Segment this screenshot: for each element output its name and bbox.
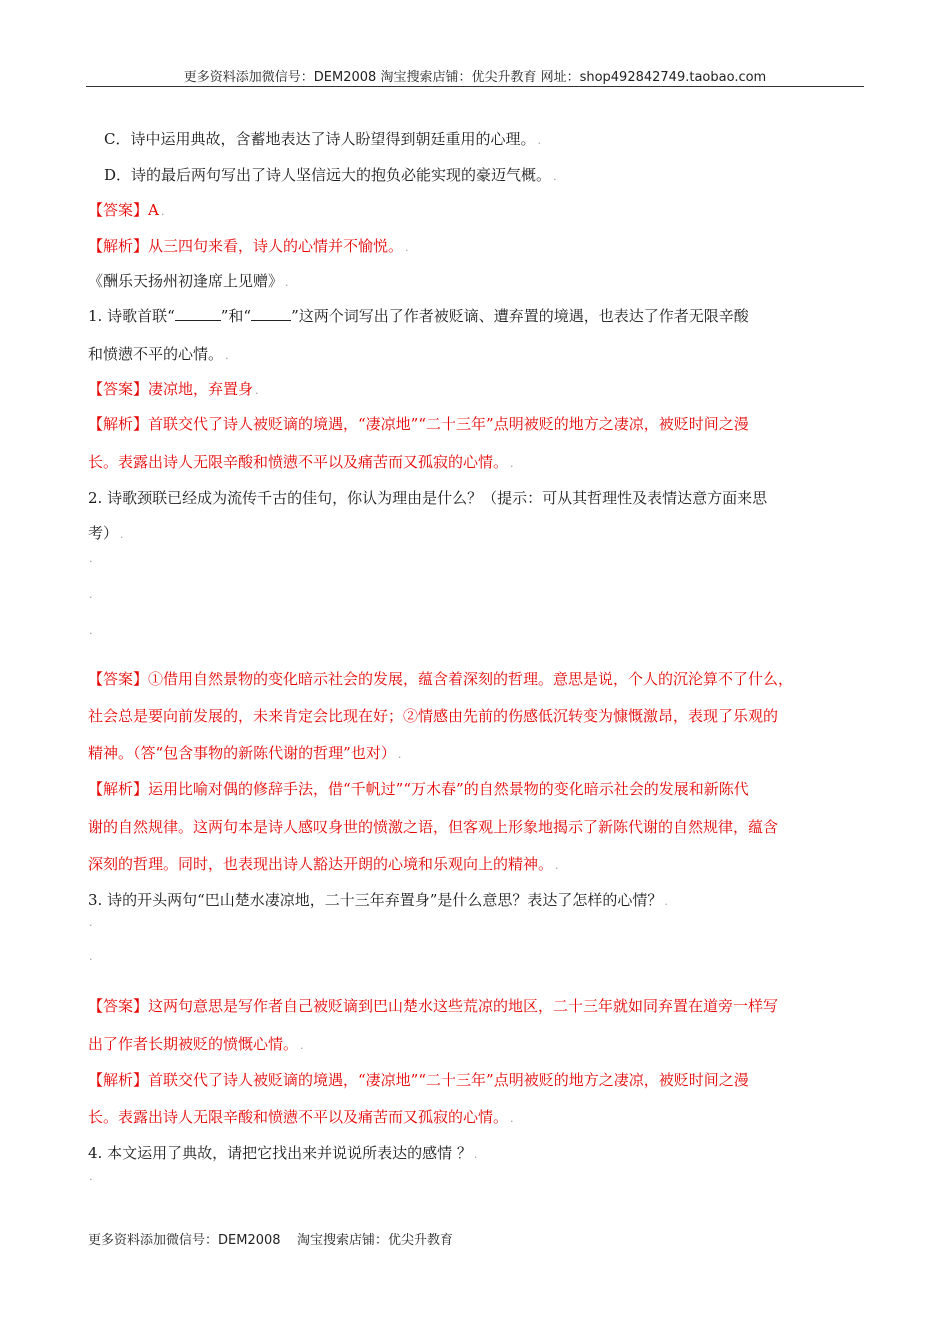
analysis-1-cont: 长。表露出诗人无限辛酸和愤懑不平以及痛苦而又孤寂的心情。 . bbox=[88, 453, 514, 471]
option-c: C．诗中运用典故，含蓄地表达了诗人盼望得到朝廷重用的心理。 . bbox=[104, 130, 541, 148]
answer-2-line-3: 精神。（答“包含事物的新陈代谢的哲理”也对） . bbox=[88, 744, 402, 762]
empty-paragraph: . bbox=[89, 1170, 93, 1183]
analysis-3-cont: 长。表露出诗人无限辛酸和愤懑不平以及痛苦而又孤寂的心情。 . bbox=[88, 1108, 514, 1126]
analysis-2-line-2: 谢的自然规律。这两句本是诗人感叹身世的愤激之语，但客观上形象地揭示了新陈代谢的自然规律，蕴含 bbox=[88, 818, 779, 836]
option-d: D．诗的最后两句写出了诗人坚信远大的抱负必能实现的豪迈气概。 . bbox=[104, 166, 557, 184]
analysis-2-line-3: 深刻的哲理。同时，也表现出诗人豁达开朗的心境和乐观向上的精神。 . bbox=[88, 855, 559, 873]
analysis-3: 【解析】首联交代了诗人被贬谪的境遇，“凄凉地”“二十三年”点明被贬的地方之凄凉，被贬时间之漫 bbox=[88, 1071, 749, 1089]
header-divider bbox=[86, 86, 864, 87]
empty-paragraph: . bbox=[89, 916, 93, 929]
fill-blank-2 bbox=[251, 306, 291, 321]
analysis-1: 【解析】首联交代了诗人被贬谪的境遇，“凄凉地”“二十三年”点明被贬的地方之凄凉，被贬时间之漫 bbox=[88, 415, 749, 433]
analysis-2: 【解析】运用比喻对偶的修辞手法，借“千帆过”“万木春”的自然景物的变化暗示社会的发展和新陈代 bbox=[88, 780, 749, 798]
poem-title: 《酬乐天扬州初逢席上见赠》 . bbox=[88, 272, 289, 290]
question-2: 2. 诗歌颈联已经成为流传千古的佳句，你认为理由是什么？（提示：可从其哲理性及表情达意方面来思 bbox=[88, 489, 768, 507]
answer-0: 【答案】A . bbox=[88, 201, 165, 219]
analysis-0: 【解析】从三四句来看，诗人的心情并不愉悦。 . bbox=[88, 237, 409, 255]
question-2-cont: 考） . bbox=[88, 524, 124, 542]
question-1-cont: 和愤懑不平的心情。 . bbox=[88, 345, 229, 363]
page-footer: 更多资料添加微信号：DEM2008 淘宝搜索店铺：优尖升教育 bbox=[88, 1233, 454, 1248]
answer-2-line-2: 社会总是要向前发展的，未来肯定会比现在好；②情感由先前的伤感低沉转变为慷慨激昂，表现了乐观的 bbox=[88, 707, 779, 725]
empty-paragraph: . bbox=[89, 552, 93, 565]
question-3: 3. 诗的开头两句“巴山楚水凄凉地，二十三年弃置身”是什么意思？表达了怎样的心情？ . bbox=[88, 891, 668, 909]
fill-blank-1 bbox=[175, 306, 221, 321]
question-1: 1. 诗歌首联“ ”和“ ”这两个词写出了作者被贬谪、遭弃置的境遇，也表达了作者无限辛酸 bbox=[88, 307, 749, 325]
empty-paragraph: . bbox=[89, 624, 93, 637]
page-header: 更多资料添加微信号：DEM2008 淘宝搜索店铺：优尖升教育 网址：shop492842749.taobao.com bbox=[183, 70, 767, 85]
empty-paragraph: . bbox=[89, 950, 93, 963]
empty-paragraph: . bbox=[89, 588, 93, 601]
answer-3: 【答案】这两句意思是写作者自己被贬谪到巴山楚水这些荒凉的地区，二十三年就如同弃置在道旁一样写 bbox=[88, 997, 779, 1015]
answer-2: 【答案】①借用自然景物的变化暗示社会的发展，蕴含着深刻的哲理。意思是说，个人的沉沦算不了什么， bbox=[88, 670, 794, 688]
answer-1: 【答案】凄凉地，弃置身 . bbox=[88, 380, 259, 398]
answer-3-cont: 出了作者长期被贬的愤慨心情。 . bbox=[88, 1035, 304, 1053]
question-4: 4. 本文运用了典故，请把它找出来并说说所表达的感情 ？ . bbox=[88, 1144, 478, 1162]
